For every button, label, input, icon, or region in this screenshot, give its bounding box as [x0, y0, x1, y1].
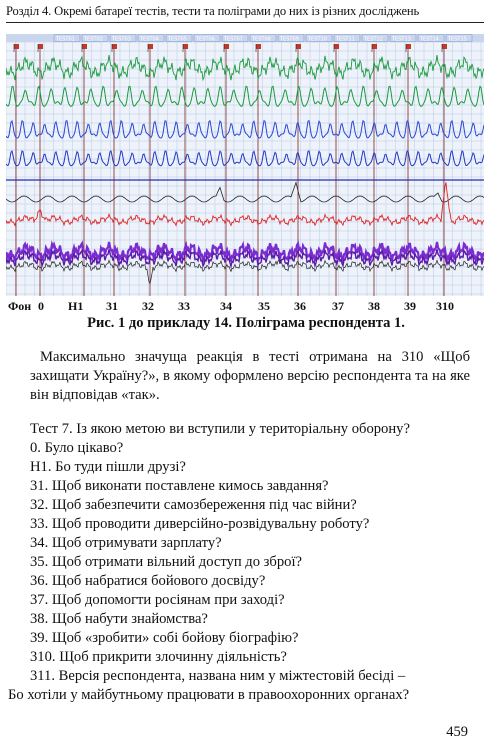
question-item: 31. Щоб виконати поставлене кимось завдання?: [30, 478, 329, 494]
polygram-axis-labels: [8, 299, 454, 313]
test-label: TEST02: [84, 36, 103, 43]
test-label: TEST10: [308, 36, 327, 43]
polygram-figure: [6, 34, 484, 320]
question-flag-icon: [183, 44, 188, 49]
question-flag-icon: [82, 44, 87, 49]
test-label: TEST04: [140, 36, 159, 43]
question-flag-icon: [334, 44, 339, 49]
body-paragraph: Максимально значуща реакція в тесті отримана на 310 «Щоб захищати Україну?», в якому оформлено версію респондента та на яке він відповідав «так».: [30, 349, 470, 403]
question-item: 35. Щоб отримати вільний доступ до зброї?: [30, 554, 302, 570]
test-label: TEST08: [252, 36, 271, 43]
axis-label: H1: [68, 299, 84, 313]
question-flag-icon: [406, 44, 411, 49]
test-label: TEST09: [280, 36, 299, 43]
question-flag-icon: [296, 44, 301, 49]
question-flag-icon: [38, 44, 43, 49]
test-label: TEST07: [224, 36, 243, 43]
test-labels: [54, 35, 472, 43]
polygram-svg: [6, 34, 484, 316]
figure-caption: Рис. 1 до прикладу 14. Поліграма респондента 1.: [87, 315, 405, 331]
test-label: TEST06: [196, 36, 215, 43]
test-label: TEST13: [392, 36, 411, 43]
axis-label: 34: [220, 299, 232, 313]
axis-label: Фон: [8, 299, 32, 313]
axis-label: 33: [178, 299, 190, 313]
question-flag-icon: [148, 44, 153, 49]
question-item: H1. Бо туди пішли друзі?: [30, 459, 186, 475]
axis-label: 0: [38, 299, 44, 313]
respondent-version-continued: Бо хотіли у майбутньому працювати в правоохоронних органах?: [8, 687, 410, 703]
test-label: TEST05: [168, 36, 187, 43]
question-item: 36. Щоб набратися бойового досвіду?: [30, 573, 266, 589]
question-item: 0. Було цікаво?: [30, 440, 124, 456]
question-flag-icon: [14, 44, 19, 49]
test-label-bar: [6, 34, 484, 42]
test-label: TEST03: [112, 36, 131, 43]
page-number: 459: [446, 724, 468, 740]
axis-label: 35: [258, 299, 270, 313]
question-flag-icon: [112, 44, 117, 49]
running-head: Розділ 4. Окремі батареї тестів, тести та поліграми до них із різних досліджень: [6, 4, 420, 18]
question-flag-icon: [442, 44, 447, 49]
question-item: 310. Щоб прикрити злочинну діяльність?: [30, 649, 287, 665]
axis-label: 310: [436, 299, 454, 313]
question-item: 32. Щоб забезпечити самозбереження під час війни?: [30, 497, 357, 513]
question-item: 38. Щоб набути знайомства?: [30, 611, 208, 627]
axis-label: 39: [404, 299, 416, 313]
question-item: 37. Щоб допомогти росіянам при заході?: [30, 592, 285, 608]
test-title: Тест 7. Із якою метою ви вступили у територіальну оборону?: [30, 421, 410, 437]
test-label: TEST15: [448, 36, 467, 43]
question-item: 34. Щоб отримувати зарплату?: [30, 535, 222, 551]
axis-label: 37: [332, 299, 344, 313]
header-rule: [6, 22, 484, 23]
question-flag-icon: [224, 44, 229, 49]
question-item: 33. Щоб проводити диверсійно-розвідувальну роботу?: [30, 516, 370, 532]
test-label: TEST12: [364, 36, 383, 43]
question-flag-icon: [372, 44, 377, 49]
axis-label: 38: [368, 299, 380, 313]
axis-label: 31: [106, 299, 118, 313]
question-flag-icon: [256, 44, 261, 49]
axis-label: 32: [142, 299, 154, 313]
test-label: TEST11: [336, 36, 355, 43]
respondent-version: 311. Версія респондента, названа ним у міжтестовій бесіді –: [30, 668, 406, 684]
test-label: TEST14: [420, 36, 439, 43]
test-label: TEST01: [56, 36, 75, 43]
question-item: 39. Щоб «зробити» собі бойову біографію?: [30, 630, 299, 646]
axis-label: 36: [294, 299, 306, 313]
